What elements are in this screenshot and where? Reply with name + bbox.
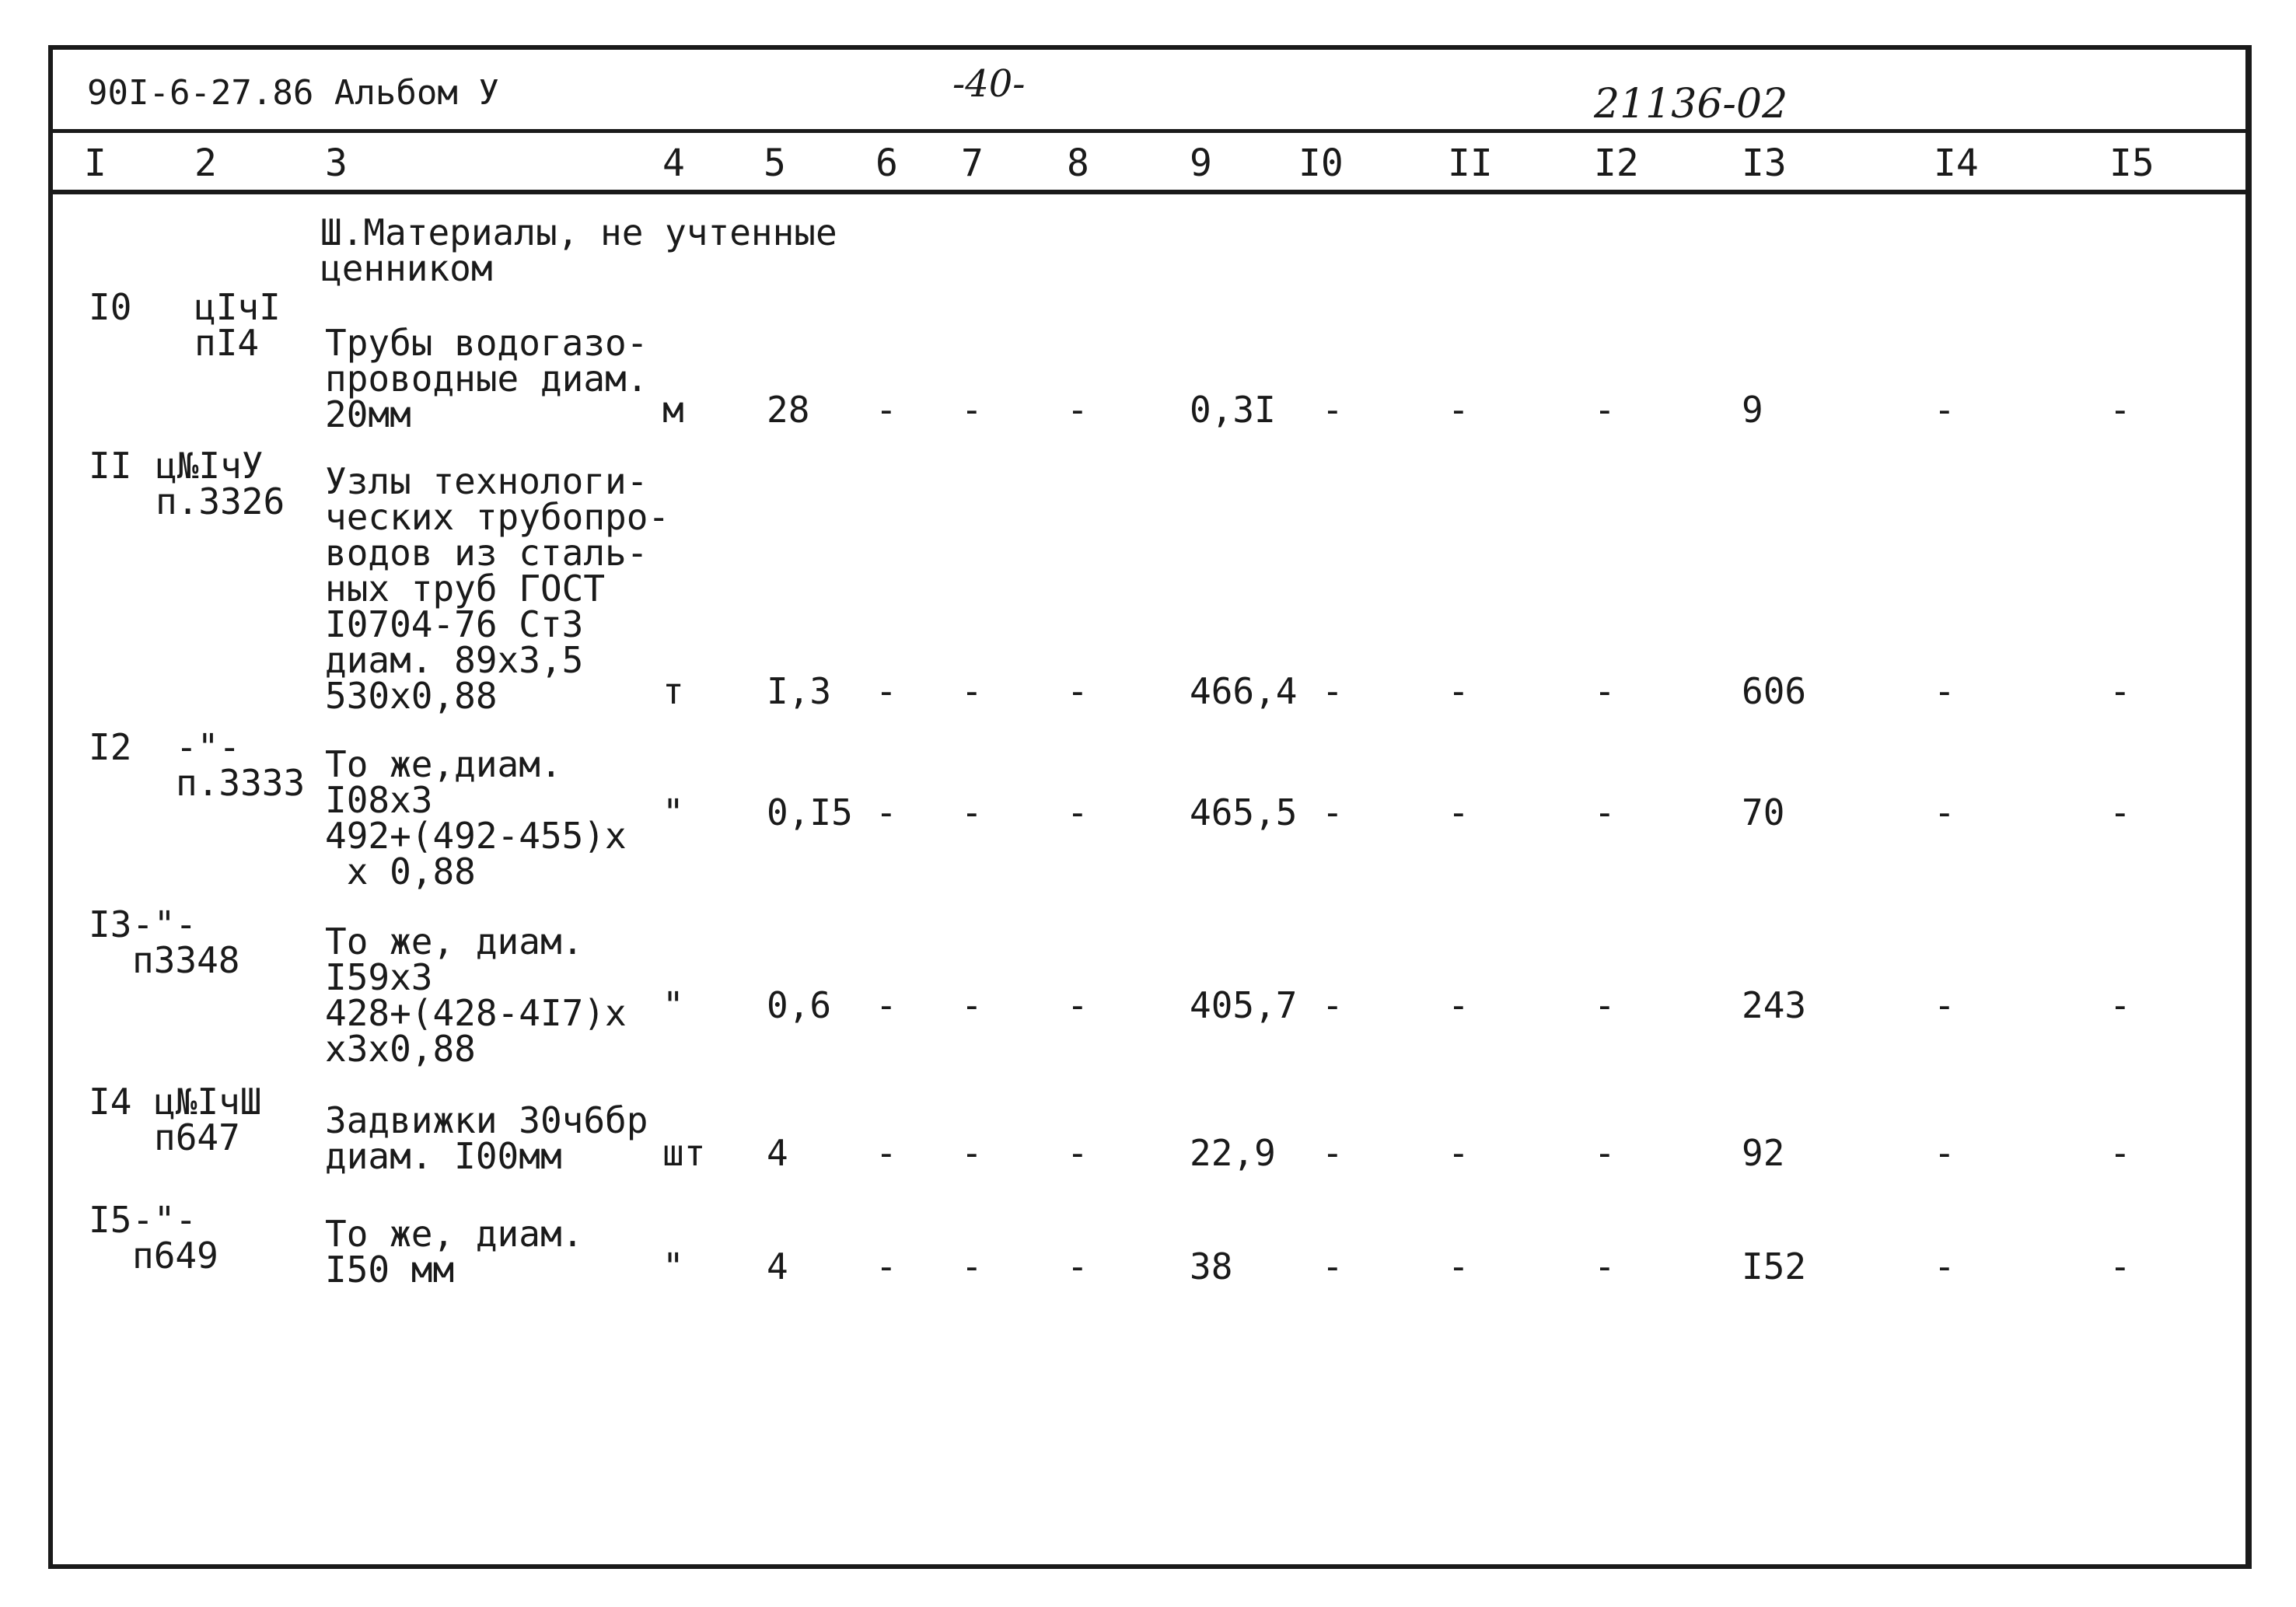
- row-empty-dash: -: [1448, 984, 1470, 1026]
- column-number-7: 7: [961, 141, 984, 185]
- row-name: То же,диам. I08х3 492+(492-455)х х 0,88: [325, 743, 627, 893]
- row-name: Узлы технологи- ческих трубопро- водов из сталь- ных труб ГОСТ I0704-76 Ст3 диам. 89х3,5 530х0,88: [325, 460, 670, 717]
- row-empty-dash: -: [2109, 791, 2131, 833]
- row-unit: ": [662, 984, 684, 1026]
- row-empty-dash: -: [2109, 1245, 2131, 1287]
- column-number-5: 5: [764, 141, 786, 185]
- header-rule-bottom: [48, 190, 2252, 194]
- header-rule-top: [48, 129, 2252, 133]
- row-empty-dash: -: [1934, 389, 1955, 431]
- row-unit: шт: [662, 1132, 706, 1174]
- row-empty-dash: -: [1067, 1245, 1089, 1287]
- row-empty-dash: -: [1934, 984, 1955, 1026]
- row-empty-dash: -: [1322, 984, 1344, 1026]
- row-empty-dash: -: [1934, 791, 1955, 833]
- row-empty-dash: -: [1067, 984, 1089, 1026]
- row-empty-dash: -: [1322, 791, 1344, 833]
- row-empty-dash: -: [1067, 670, 1089, 712]
- row-empty-dash: -: [1594, 1132, 1616, 1174]
- doc-code: 90I-6-27.86 Альбом У: [87, 73, 499, 113]
- row-total: 92: [1742, 1132, 1785, 1174]
- row-price-code: ц№IчУ п.3326: [156, 445, 285, 522]
- row-empty-dash: -: [2109, 984, 2131, 1026]
- row-unit-price: 466,4: [1190, 670, 1298, 712]
- row-unit-price: 405,7: [1190, 984, 1298, 1026]
- row-empty-dash: -: [875, 670, 897, 712]
- row-total: 70: [1742, 791, 1785, 833]
- row-empty-dash: -: [1448, 1132, 1470, 1174]
- row-price-code: цIчI пI4: [194, 286, 281, 364]
- row-empty-dash: -: [961, 389, 983, 431]
- row-empty-dash: -: [2109, 1132, 2131, 1174]
- row-unit: м: [662, 389, 684, 431]
- row-empty-dash: -: [1067, 791, 1089, 833]
- row-empty-dash: -: [875, 791, 897, 833]
- row-empty-dash: -: [1448, 791, 1470, 833]
- section-title: Ш.Материалы, не учтенные ценником: [320, 211, 837, 289]
- row-empty-dash: -: [1934, 670, 1955, 712]
- row-empty-dash: -: [1934, 1132, 1955, 1174]
- row-empty-dash: -: [1322, 389, 1344, 431]
- row-quantity: 4: [767, 1245, 788, 1287]
- row-empty-dash: -: [961, 984, 983, 1026]
- row-empty-dash: -: [1322, 1132, 1344, 1174]
- row-empty-dash: -: [961, 791, 983, 833]
- row-empty-dash: -: [1594, 389, 1616, 431]
- row-empty-dash: -: [961, 670, 983, 712]
- row-unit: ": [662, 791, 684, 833]
- row-quantity: 0,6: [767, 984, 832, 1026]
- row-quantity: I,3: [767, 670, 832, 712]
- row-number: I5: [89, 1199, 132, 1241]
- row-unit-price: 0,3I: [1190, 389, 1276, 431]
- column-number-15: I5: [2109, 141, 2154, 185]
- row-unit: ": [662, 1245, 684, 1287]
- column-number-2: 2: [194, 141, 217, 185]
- column-number-4: 4: [662, 141, 685, 185]
- row-price-code: -"- п.3333: [176, 726, 306, 804]
- row-empty-dash: -: [1594, 1245, 1616, 1287]
- sheet-code: 21136-02: [1594, 81, 1788, 128]
- page-number: -40-: [952, 62, 1026, 106]
- column-number-1: I: [84, 141, 107, 185]
- row-empty-dash: -: [875, 984, 897, 1026]
- row-empty-dash: -: [961, 1245, 983, 1287]
- column-number-13: I3: [1742, 141, 1787, 185]
- column-number-8: 8: [1067, 141, 1089, 185]
- row-price-code: -"- п3348: [132, 903, 240, 981]
- row-total: 9: [1742, 389, 1763, 431]
- row-unit: т: [662, 670, 684, 712]
- row-name: То же, диам. I59х3 428+(428-4I7)х х3х0,88: [325, 921, 627, 1070]
- row-price-code: ц№IчШ п647: [154, 1081, 262, 1158]
- row-quantity: 28: [767, 389, 810, 431]
- row-number: I4: [89, 1081, 132, 1123]
- row-empty-dash: -: [875, 389, 897, 431]
- row-empty-dash: -: [2109, 389, 2131, 431]
- row-empty-dash: -: [1322, 1245, 1344, 1287]
- row-number: I0: [89, 286, 132, 328]
- row-unit-price: 38: [1190, 1245, 1233, 1287]
- row-total: 606: [1742, 670, 1807, 712]
- row-quantity: 0,I5: [767, 791, 853, 833]
- row-unit-price: 465,5: [1190, 791, 1298, 833]
- row-empty-dash: -: [1934, 1245, 1955, 1287]
- row-empty-dash: -: [1594, 791, 1616, 833]
- column-number-9: 9: [1190, 141, 1212, 185]
- row-name: Трубы водогазо- проводные диам. 20мм: [325, 322, 648, 435]
- row-empty-dash: -: [2109, 670, 2131, 712]
- row-name: То же, диам. I50 мм: [325, 1213, 584, 1291]
- column-number-6: 6: [875, 141, 898, 185]
- row-empty-dash: -: [1448, 1245, 1470, 1287]
- row-quantity: 4: [767, 1132, 788, 1174]
- row-empty-dash: -: [1448, 670, 1470, 712]
- row-empty-dash: -: [1448, 389, 1470, 431]
- row-number: I2: [89, 726, 132, 768]
- column-number-10: I0: [1298, 141, 1344, 185]
- column-number-12: I2: [1594, 141, 1639, 185]
- row-empty-dash: -: [875, 1132, 897, 1174]
- column-number-11: II: [1448, 141, 1493, 185]
- column-number-3: 3: [325, 141, 348, 185]
- row-empty-dash: -: [1594, 670, 1616, 712]
- row-number: I3: [89, 903, 132, 945]
- row-empty-dash: -: [875, 1245, 897, 1287]
- row-name: Задвижки 30ч6бр диам. I00мм: [325, 1099, 648, 1177]
- row-number: II: [89, 445, 132, 487]
- column-number-14: I4: [1934, 141, 1979, 185]
- row-empty-dash: -: [1322, 670, 1344, 712]
- row-empty-dash: -: [1594, 984, 1616, 1026]
- row-total: I52: [1742, 1245, 1807, 1287]
- row-empty-dash: -: [1067, 1132, 1089, 1174]
- row-price-code: -"- п649: [132, 1199, 218, 1277]
- row-total: 243: [1742, 984, 1807, 1026]
- row-empty-dash: -: [961, 1132, 983, 1174]
- row-empty-dash: -: [1067, 389, 1089, 431]
- row-unit-price: 22,9: [1190, 1132, 1276, 1174]
